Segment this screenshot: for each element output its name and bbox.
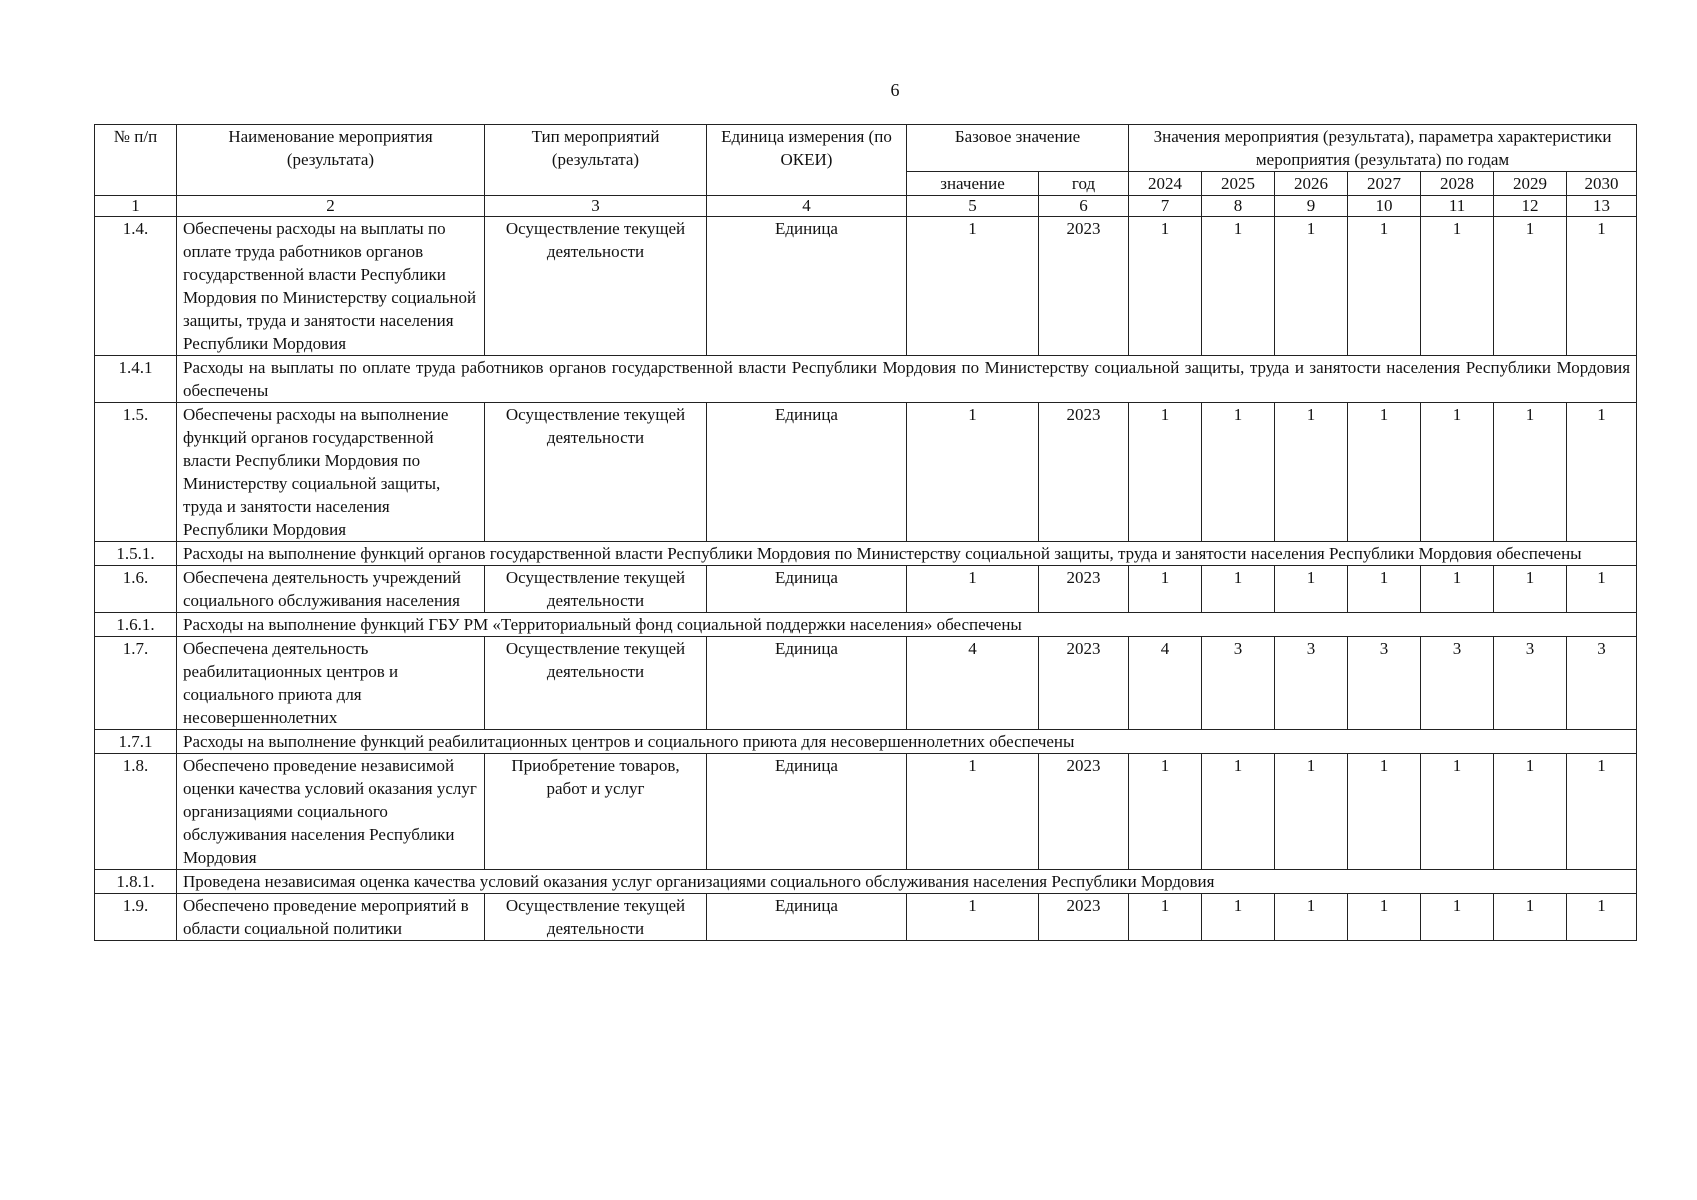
row-number: 1.4.1	[95, 356, 177, 403]
unit: Единица	[707, 217, 907, 356]
header-base: Базовое значение	[907, 125, 1129, 172]
event-name: Обеспечена деятельность учреждений социального обслуживания населения	[177, 566, 485, 613]
header-year: 2030	[1567, 172, 1637, 196]
event-type: Осуществление текущей деятельности	[485, 217, 707, 356]
year-value: 3	[1275, 637, 1348, 730]
header-year: 2026	[1275, 172, 1348, 196]
year-value: 1	[1129, 566, 1202, 613]
year-value: 1	[1275, 894, 1348, 941]
table-body	[95, 217, 1637, 941]
year-value: 1	[1348, 566, 1421, 613]
year-value: 1	[1202, 754, 1275, 870]
year-value: 1	[1567, 566, 1637, 613]
base-value: 1	[907, 403, 1039, 542]
base-value: 1	[907, 894, 1039, 941]
year-value: 1	[1567, 754, 1637, 870]
year-value: 1	[1494, 894, 1567, 941]
year-value: 1	[1129, 894, 1202, 941]
header-base-year: год	[1039, 172, 1129, 196]
year-value: 1	[1421, 894, 1494, 941]
row-number: 1.9.	[95, 894, 177, 941]
year-value: 1	[1421, 566, 1494, 613]
year-value: 1	[1494, 217, 1567, 356]
column-index: 4	[707, 196, 907, 217]
year-value: 1	[1275, 754, 1348, 870]
base-year: 2023	[1039, 754, 1129, 870]
table-row	[95, 637, 1637, 730]
table-row	[95, 217, 1637, 356]
row-number: 1.5.1.	[95, 542, 177, 566]
year-value: 1	[1275, 217, 1348, 356]
header-type: Тип мероприятий (результата)	[485, 125, 707, 196]
year-value: 3	[1348, 637, 1421, 730]
year-value: 1	[1348, 894, 1421, 941]
event-type: Осуществление текущей деятельности	[485, 403, 707, 542]
year-value: 1	[1202, 566, 1275, 613]
event-type: Приобретение товаров, работ и услуг	[485, 754, 707, 870]
row-number: 1.8.1.	[95, 870, 177, 894]
header-values: Значения мероприятия (результата), параметра характеристики мероприятия (результата) по годам	[1129, 125, 1637, 172]
table-header	[95, 125, 1637, 217]
event-type: Осуществление текущей деятельности	[485, 566, 707, 613]
subitem-row	[95, 356, 1637, 403]
year-value: 1	[1421, 217, 1494, 356]
header-year: 2025	[1202, 172, 1275, 196]
year-value: 1	[1494, 566, 1567, 613]
column-index: 9	[1275, 196, 1348, 217]
header-year: 2028	[1421, 172, 1494, 196]
base-value: 1	[907, 217, 1039, 356]
row-number: 1.7.	[95, 637, 177, 730]
base-year: 2023	[1039, 894, 1129, 941]
base-year: 2023	[1039, 637, 1129, 730]
column-index: 10	[1348, 196, 1421, 217]
header-name: Наименование мероприятия (результата)	[177, 125, 485, 196]
subitem-text: Проведена независимая оценка качества условий оказания услуг организациями социального обслуживания населения Республики Мордовия	[177, 870, 1637, 894]
year-value: 1	[1202, 217, 1275, 356]
base-value: 1	[907, 566, 1039, 613]
unit: Единица	[707, 403, 907, 542]
column-index: 5	[907, 196, 1039, 217]
row-number: 1.8.	[95, 754, 177, 870]
column-index: 3	[485, 196, 707, 217]
year-value: 1	[1202, 894, 1275, 941]
year-value: 1	[1348, 217, 1421, 356]
base-value: 1	[907, 754, 1039, 870]
header-unit: Единица измерения (по ОКЕИ)	[707, 125, 907, 196]
year-value: 3	[1202, 637, 1275, 730]
subitem-row	[95, 542, 1637, 566]
year-value: 1	[1129, 754, 1202, 870]
column-index: 2	[177, 196, 485, 217]
row-number: 1.5.	[95, 403, 177, 542]
event-type: Осуществление текущей деятельности	[485, 894, 707, 941]
base-value: 4	[907, 637, 1039, 730]
event-name: Обеспечена деятельность реабилитационных центров и социального приюта для несовершеннолетних	[177, 637, 485, 730]
subitem-row	[95, 870, 1637, 894]
event-name: Обеспечено проведение независимой оценки качества условий оказания услуг организациями социального обслуживания населения Республики Мордовия	[177, 754, 485, 870]
event-name: Обеспечены расходы на выплаты по оплате труда работников органов государственной власти Республики Мордовия по Министерству социальной защиты, труда и занятости населения Республики Мордовия	[177, 217, 485, 356]
year-value: 1	[1421, 403, 1494, 542]
results-table	[94, 124, 1637, 941]
subitem-text: Расходы на выплаты по оплате труда работников органов государственной власти Республики Мордовия по Министерству социальной защиты, труда и занятости населения Республики Мордовия обеспечены	[177, 356, 1637, 403]
year-value: 1	[1348, 754, 1421, 870]
table-row	[95, 894, 1637, 941]
row-number: 1.6.1.	[95, 613, 177, 637]
table-row	[95, 754, 1637, 870]
year-value: 1	[1567, 217, 1637, 356]
event-type: Осуществление текущей деятельности	[485, 637, 707, 730]
year-value: 1	[1567, 403, 1637, 542]
year-value: 3	[1421, 637, 1494, 730]
event-name: Обеспечены расходы на выполнение функций органов государственной власти Республики Мордовия по Министерству социальной защиты, труда и занятости населения Республики Мордовия	[177, 403, 485, 542]
year-value: 1	[1421, 754, 1494, 870]
base-year: 2023	[1039, 403, 1129, 542]
unit: Единица	[707, 566, 907, 613]
year-value: 1	[1494, 754, 1567, 870]
header-year: 2024	[1129, 172, 1202, 196]
year-value: 3	[1567, 637, 1637, 730]
header-year: 2029	[1494, 172, 1567, 196]
header-year: 2027	[1348, 172, 1421, 196]
year-value: 1	[1567, 894, 1637, 941]
year-value: 1	[1275, 566, 1348, 613]
page-number: 6	[890, 80, 900, 100]
column-index: 7	[1129, 196, 1202, 217]
row-number: 1.7.1	[95, 730, 177, 754]
subitem-text: Расходы на выполнение функций органов государственной власти Республики Мордовия по Министерству социальной защиты, труда и занятости населения Республики Мордовия обеспечены	[177, 542, 1637, 566]
table-row	[95, 566, 1637, 613]
column-index: 6	[1039, 196, 1129, 217]
year-value: 1	[1202, 403, 1275, 542]
unit: Единица	[707, 754, 907, 870]
base-year: 2023	[1039, 217, 1129, 356]
header-row-1	[95, 125, 1637, 172]
column-index: 1	[95, 196, 177, 217]
event-name: Обеспечено проведение мероприятий в области социальной политики	[177, 894, 485, 941]
year-value: 1	[1129, 403, 1202, 542]
table-row	[95, 403, 1637, 542]
column-index: 13	[1567, 196, 1637, 217]
column-index: 12	[1494, 196, 1567, 217]
column-index: 8	[1202, 196, 1275, 217]
year-value: 4	[1129, 637, 1202, 730]
year-value: 3	[1494, 637, 1567, 730]
row-number: 1.4.	[95, 217, 177, 356]
year-value: 1	[1129, 217, 1202, 356]
year-value: 1	[1348, 403, 1421, 542]
year-value: 1	[1494, 403, 1567, 542]
subitem-row	[95, 730, 1637, 754]
unit: Единица	[707, 894, 907, 941]
row-number: 1.6.	[95, 566, 177, 613]
subitem-text: Расходы на выполнение функций реабилитационных центров и социального приюта для несовершеннолетних обеспечены	[177, 730, 1637, 754]
base-year: 2023	[1039, 566, 1129, 613]
header-num: № п/п	[95, 125, 177, 196]
subitem-text: Расходы на выполнение функций ГБУ РМ «Территориальный фонд социальной поддержки населения» обеспечены	[177, 613, 1637, 637]
unit: Единица	[707, 637, 907, 730]
year-value: 1	[1275, 403, 1348, 542]
column-index: 11	[1421, 196, 1494, 217]
subitem-row	[95, 613, 1637, 637]
column-index-row	[95, 196, 1637, 217]
header-base-value: значение	[907, 172, 1039, 196]
